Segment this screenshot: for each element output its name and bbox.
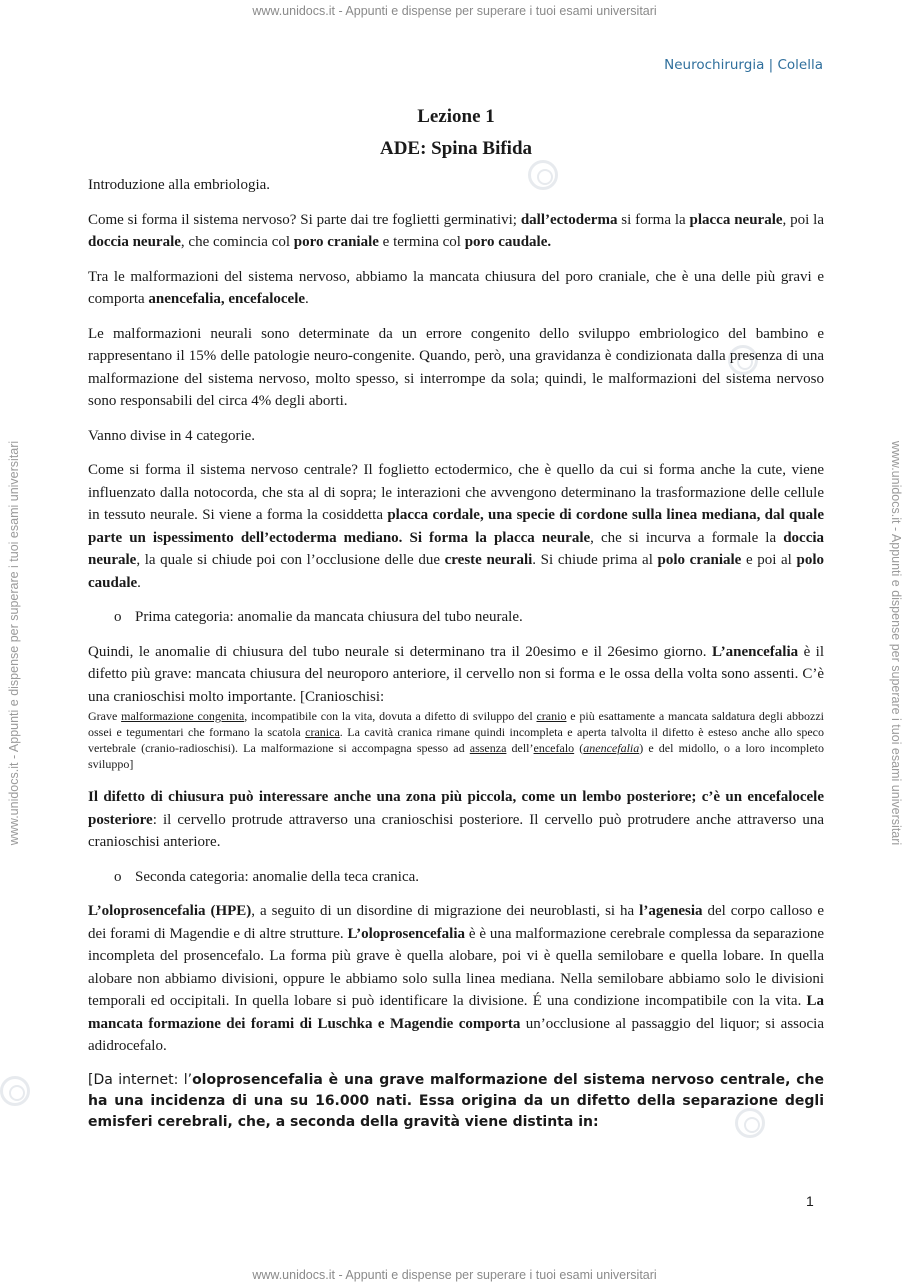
- paragraph-holoprosencephaly: L’oloprosencefalia (HPE), a seguito di un disordine di migrazione dei neuroblasti, si ha l’agenesia del corpo calloso e dei forami di Magendie e di altre strutture. L’oloprosencefalia è è una malformazione cerebrale complessa da separazione incompleta del prosencefalo. La forma più grave è quella alobare, poi vi è quella semilobare e quella lobare. In quella alobare non abbiamo divisioni, oppure le abbiamo solo sulla linea mediana. Nella semilobare abbiamo solo le divisioni temporali ed occipitali. In quella lobare si può identificare la divisione. É una condizione incompatibile con la vita. La mancata formazione dei forami di Luschka e Magendie comporta un’occlusione al passaggio del liquor; si associa adidrocefalo.: [88, 903, 824, 1054]
- lesson-title: Lezione 1: [417, 106, 495, 127]
- paragraph-cranioschisis-definition: Grave malformazione congenita, incompatibile con la vita, dovuta a difetto di sviluppo del cranio e più esattamente a mancata saldatura degli abbozzi ossei e tegumentari che formano la scatola cranica. La cavità cranica rimane quindi incompleta e aperta talvolta il difetto è esteso anche allo speco vertebrale (cranio-radioschisi). La malformazione si accompagna spesso ad assenza dell’encefalo (anencefalia) e del midollo, o a loro incompleto sviluppo]: [88, 709, 824, 771]
- paragraph-formation: Come si forma il sistema nervoso? Si parte dai tre foglietti germinativi; dall’ectoderma si forma la placca neurale, poi la doccia neurale, che comincia col poro craniale e termina col poro caudale.: [88, 211, 824, 250]
- watermark-right: [884, 0, 908, 1286]
- watermark-left-text: www.unidocs.it - Appunti e dispense per superare i tuoi esami universitari: [7, 440, 21, 846]
- lesson-subtitle: ADE: Spina Bifida: [379, 138, 533, 159]
- paragraph-internet-quote: [Da internet: l’oloprosencefalia è una grave malformazione del sistema nervoso centrale, che ha una incidenza di una su 16.000 nati. Essa origina da un difetto della separazione degli emisferi cerebrali, che, a seconda della gravità viene distinta in:: [88, 1071, 824, 1130]
- watermark-right-text: www.unidocs.it - Appunti e dispense per superare i tuoi esami universitari: [889, 440, 903, 846]
- document-body: [88, 106, 824, 1145]
- paragraph-intro: Introduzione alla embriologia.: [88, 177, 271, 193]
- course-header: Neurochirurgia | Colella: [664, 57, 823, 73]
- paragraph-cns-formation: Come si forma il sistema nervoso centrale? Il foglietto ectodermico, che è quello da cui si forma anche la cute, viene influenzato dalla notocorda, che sta al di sopra; le interazioni che avvengono determinano la trasformazione delle cellule in tessuto neurale. Si viene a forma la cosiddetta placca cordale, una specie di cordone sulla linea mediana, dal quale parte un ispessimento dell’ectoderma mediano. Si forma la placca neurale, che si incurva a formale la doccia neurale, la quale si chiude poi con l’occlusione delle due creste neurali. Si chiude prima al polo craniale e poi al polo caudale.: [88, 462, 825, 591]
- paragraph-statistics: Le malformazioni neurali sono determinate da un errore congenito dello sviluppo embriologico del bambino e rappresentano il 15% delle patologie neuro-congenite. Quando, però, una gravidanza è condizionata dalla presenza di una malformazione del sistema nervoso, molto spesso, si interrompe da sola; quindi, le malformazioni del sistema nervoso sono responsabili del circa 4% degli aborti.: [88, 325, 824, 409]
- watermark-logo-icon: [0, 1076, 30, 1106]
- bullet-marker: o: [114, 609, 122, 625]
- page-number: 1: [806, 1193, 814, 1209]
- paragraph-anencephaly: Quindi, le anomalie di chiusura del tubo neurale si determinano tra il 20esimo e il 26esimo giorno. L’anencefalia è il difetto più grave: mancata chiusura del neuroporo anteriore, il cervello non si forma e le ossa della volta sono assenti. C’è una cranioschisi molto importante. [Cranioschisi:: [88, 643, 824, 705]
- watermark-top: www.unidocs.it - Appunti e dispense per superare i tuoi esami universitari: [252, 4, 657, 18]
- paragraph-encephalocele: Il difetto di chiusura può interessare anche una zona più piccola, come un lembo posteriore; c’è un encefalocele posteriore: il cervello protrude attraverso una cranioschisi posteriore. Il cervello può protrudere anche attraverso una cranioschisi anteriore.: [88, 789, 824, 850]
- list-item-second-category: o Seconda categoria: anomalie della teca cranica.: [114, 866, 824, 889]
- paragraph-malformations: Tra le malformazioni del sistema nervoso, abbiamo la mancata chiusura del poro craniale, che è una delle più gravi e comporta anencefalia, encefalocele.: [88, 268, 824, 307]
- list-item-first-category: o Prima categoria: anomalie da mancata chiusura del tubo neurale.: [114, 606, 824, 629]
- bullet-marker: o: [114, 868, 122, 885]
- paragraph-categories: Vanno divise in 4 categorie.: [88, 427, 256, 444]
- watermark-bottom: www.unidocs.it - Appunti e dispense per superare i tuoi esami universitari: [252, 1268, 657, 1282]
